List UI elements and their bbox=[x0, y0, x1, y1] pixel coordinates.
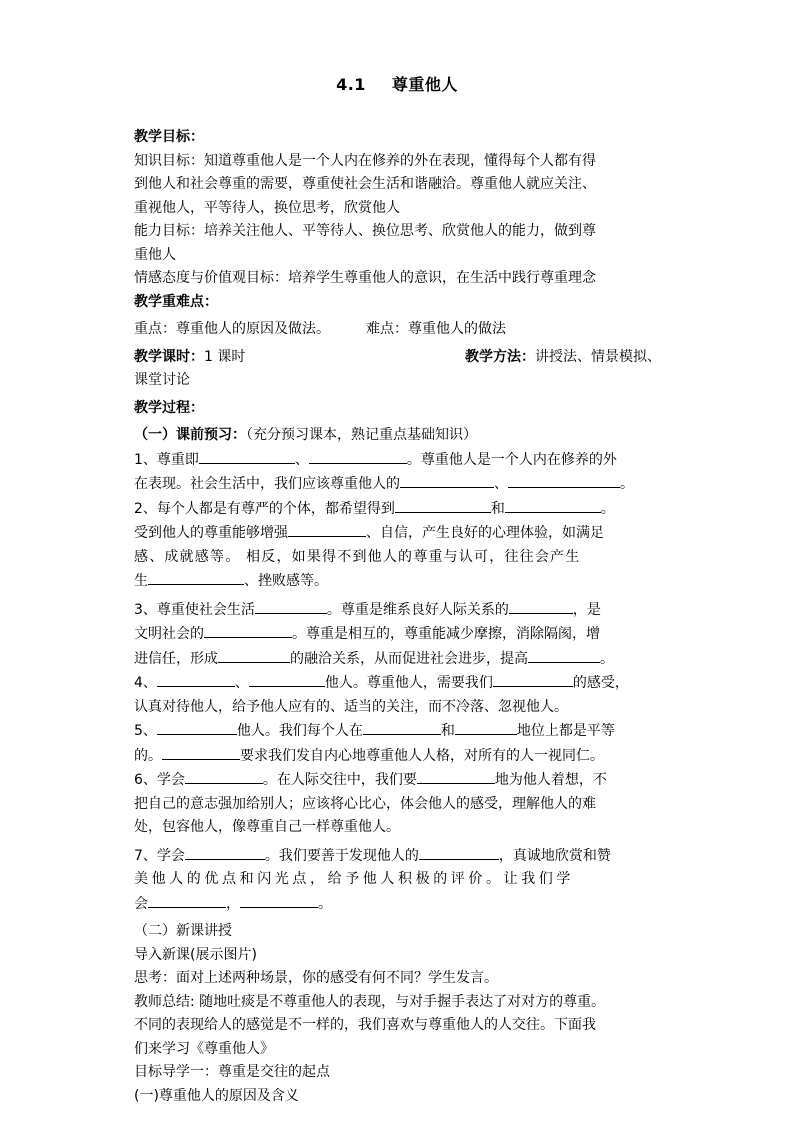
knowledge-goal-line-2: 到他人和社会尊重的需要，尊重使社会生活和谐融洽。尊重他人就应关注、 bbox=[134, 176, 596, 192]
blank[interactable] bbox=[157, 671, 235, 687]
blank[interactable] bbox=[148, 892, 226, 908]
lesson-summary-2: 不同的表现给人的感觉是不一样的，我们喜欢与尊重他人的人交往。下面我 bbox=[134, 1017, 596, 1033]
blank[interactable] bbox=[528, 647, 600, 663]
blank[interactable] bbox=[309, 448, 407, 464]
difficult-point: 难点：尊重他人的做法 bbox=[366, 321, 506, 337]
preview-q1-line-2: 在表现。社会生活中，我们应该尊重他人的 、 。 bbox=[134, 472, 661, 497]
preview-q3-line-2: 文明社会的 。尊重是相互的，尊重能减少摩擦，消除隔阂，增 bbox=[134, 622, 661, 647]
blank[interactable] bbox=[255, 598, 327, 614]
blank[interactable] bbox=[240, 892, 318, 908]
preview-q6-line-1: 6、学会 。在人际交往中，我们要 地为他人着想，不 bbox=[134, 768, 661, 793]
lesson-summary-1: 教师总结: 随地吐痰是不尊重他人的表现，与对手握手表达了对对方的尊重。 bbox=[134, 993, 606, 1010]
method-value-1: 讲授法、情景模拟、 bbox=[535, 348, 661, 365]
blank[interactable] bbox=[400, 472, 494, 488]
key-point: 重点：尊重他人的原因及做法。 bbox=[134, 321, 330, 337]
document-body bbox=[134, 126, 661, 1108]
blank[interactable] bbox=[148, 569, 244, 585]
blank[interactable] bbox=[419, 844, 499, 860]
lesson-intro: 导入新课(展示图片) bbox=[134, 946, 257, 963]
emotion-goal-line: 情感态度与价值观目标：培养学生尊重他人的意识，在生活中践行尊重理念 bbox=[134, 270, 596, 286]
preview-q6-line-2: 把自己的意志强加给别人；应该将心比心，体会他人的感受，理解他人的难 bbox=[134, 795, 596, 812]
lesson-summary-3: 们来学习《尊重他人》 bbox=[134, 1040, 274, 1057]
blank[interactable] bbox=[218, 647, 290, 663]
lesson-think: 思考：面对上述两种场景，你的感受有何不同？学生发言。 bbox=[134, 970, 498, 986]
blank[interactable] bbox=[395, 497, 491, 513]
preview-q2-line-4: 生 、挫败感等。 bbox=[134, 569, 661, 594]
hours-item bbox=[134, 346, 245, 370]
blank[interactable] bbox=[493, 671, 573, 687]
preview-q4-line-1: 4、 、 他人。尊重他人，需要我们 的感受， bbox=[134, 671, 661, 696]
method-value-line-2: 课堂讨论 bbox=[134, 372, 190, 388]
blank[interactable] bbox=[162, 744, 240, 760]
blank[interactable] bbox=[185, 768, 263, 784]
blank[interactable] bbox=[249, 671, 325, 687]
preview-q1-line-1: 1、尊重即 、 。尊重他人是一个人内在修养的外 bbox=[134, 448, 661, 473]
preview-heading: （一）课前预习： bbox=[134, 427, 246, 443]
preview-q5-line-1: 5、 他人。我们每个人在 和 地位上都是平等 bbox=[134, 719, 661, 744]
blank[interactable] bbox=[508, 472, 620, 488]
blank[interactable] bbox=[204, 622, 292, 638]
process-heading: 教学过程： bbox=[134, 399, 204, 416]
hours-value: 1 课时 bbox=[204, 348, 246, 365]
blank[interactable] bbox=[417, 768, 495, 784]
knowledge-goal-line-1: 知识目标：知道尊重他人是一个人内在修养的外在表现，懂得每个人都有得 bbox=[134, 152, 596, 169]
blank[interactable] bbox=[509, 598, 573, 614]
keypoints-line bbox=[134, 318, 661, 342]
preview-note: （充分预习课本，熟记重点基础知识） bbox=[246, 427, 477, 443]
preview-q6-line-3: 处，包容他人，像尊重自己一样尊重他人。 bbox=[134, 819, 400, 835]
page-title bbox=[0, 72, 794, 95]
preview-q5-line-2: 的。 要求我们发自内心地尊重他人人格，对所有的人一视同仁。 bbox=[134, 744, 661, 769]
blank[interactable] bbox=[288, 521, 366, 537]
title-text: 尊重他人 bbox=[391, 75, 458, 94]
lesson-target-1: 目标导学一：尊重是交往的起点 bbox=[134, 1064, 330, 1080]
keypoints-heading: 教学重难点： bbox=[134, 293, 218, 310]
ability-goal-line-1: 能力目标：培养关注他人、平等待人、换位思考、欣赏他人的能力，做到尊 bbox=[134, 223, 596, 239]
ability-goal-line-2: 重他人 bbox=[134, 246, 176, 263]
blank[interactable] bbox=[455, 719, 517, 735]
lesson-sub-1: (一)尊重他人的原因及含义 bbox=[134, 1087, 299, 1104]
preview-q3-line-1: 3、尊重使社会生活 。尊重是维系良好人际关系的 ，是 bbox=[134, 598, 661, 623]
preview-q7-line-2: 美他人的优点和闪光点，给予他人积极的评价。让我们学 bbox=[134, 871, 574, 887]
method-label: 教学方法： bbox=[465, 348, 535, 365]
preview-q2-line-2: 受到他人的尊重能够增强 、自信，产生良好的心理体验，如满足 bbox=[134, 521, 661, 546]
knowledge-goal-line-3: 重视他人，平等待人，换位思考，欣赏他人 bbox=[134, 199, 400, 216]
blank[interactable] bbox=[363, 719, 441, 735]
blank[interactable] bbox=[157, 719, 237, 735]
preview-q3-line-3: 进信任，形成 的融洽关系，从而促进社会进步，提高 。 bbox=[134, 647, 661, 672]
preview-q2-line-3: 感、成就感等。 相反，如果得不到他人的尊重与认可，往往会产生 bbox=[134, 548, 581, 565]
preview-q2-line-1: 2、每个人都是有尊严的个体，都希望得到 和 。 bbox=[134, 497, 661, 522]
blank[interactable] bbox=[185, 844, 265, 860]
method-item bbox=[465, 346, 661, 370]
title-number: 4.1 bbox=[336, 75, 366, 94]
lesson-heading: （二）新课讲授 bbox=[134, 923, 232, 939]
preview-q4-line-2: 认真对待他人，给予他人应有的、适当的关注，而不冷落、忽视他人。 bbox=[134, 698, 568, 715]
blank[interactable] bbox=[199, 448, 295, 464]
preview-heading-line bbox=[134, 424, 661, 448]
preview-q7-line-1: 7、学会 。我们要善于发现他人的 ，真诚地欣赏和赞 bbox=[134, 844, 661, 869]
hours-method-line bbox=[134, 346, 661, 370]
blank[interactable] bbox=[505, 497, 601, 513]
hours-label: 教学课时： bbox=[134, 348, 204, 365]
goals-heading: 教学目标： bbox=[134, 129, 204, 145]
preview-q7-line-3: 会 ， 。 bbox=[134, 892, 661, 917]
